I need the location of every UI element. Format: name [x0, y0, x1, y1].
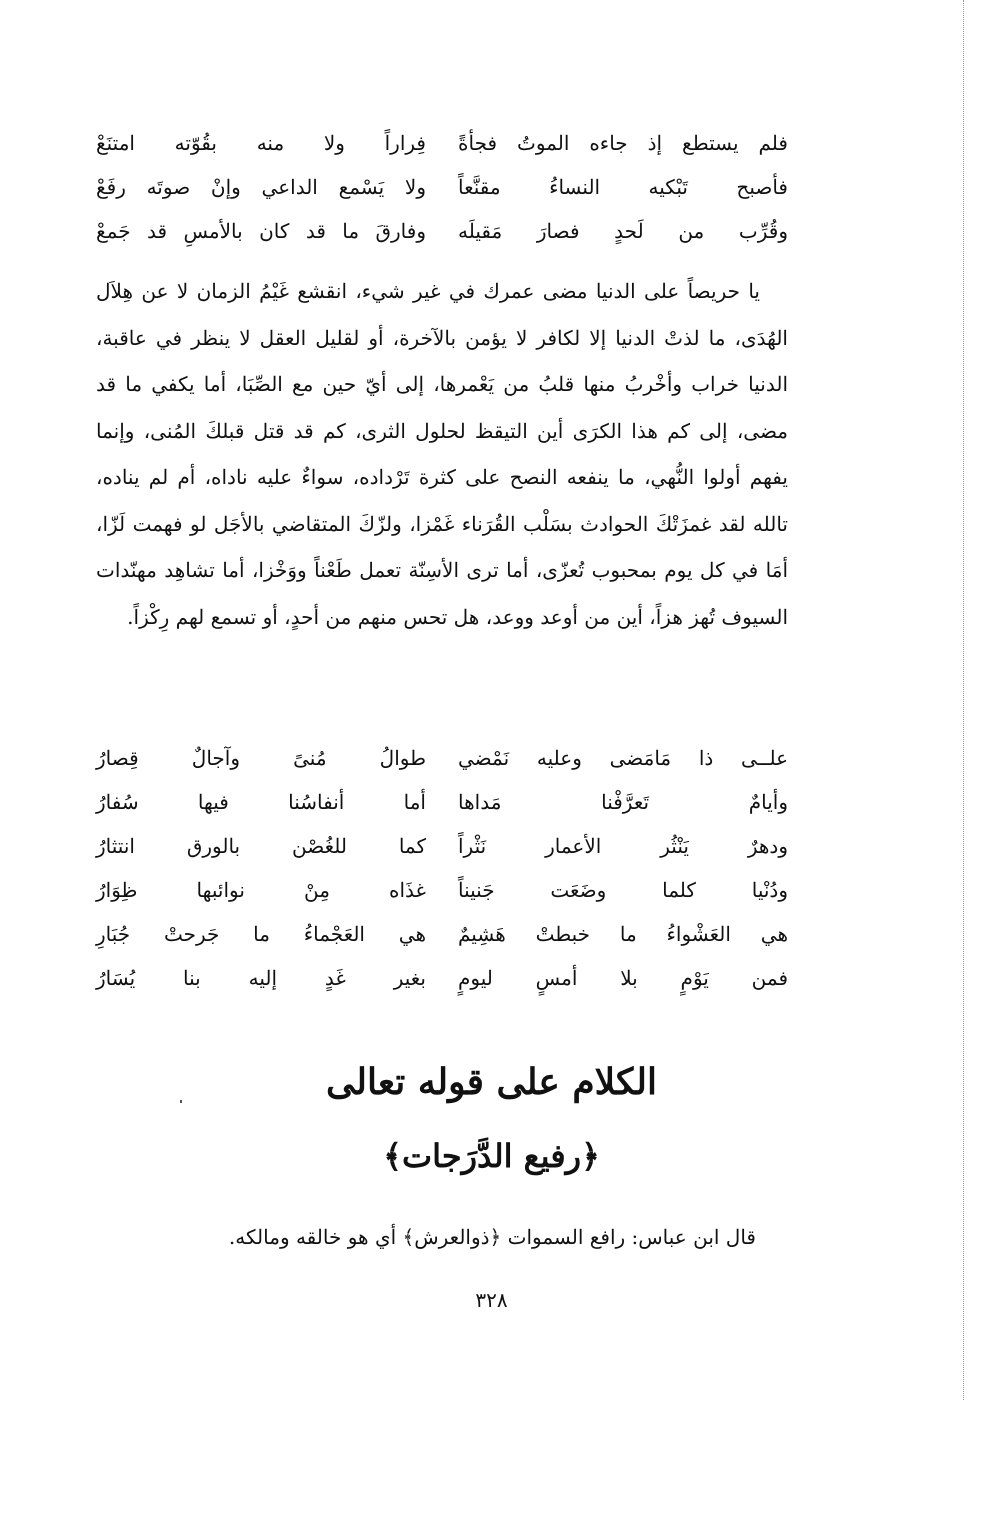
verse-line: [96, 165, 788, 209]
verse-left-hemistich: كما للغُصْن بالورق انتثارُ: [96, 834, 426, 858]
verse-right-hemistich: علــى ذا مَامَضى وعليه نَمْضي: [458, 746, 788, 770]
verse-left-hemistich: وفارقَ ما قد كان بالأمسِ قد جَمعْ: [96, 219, 426, 243]
page-edge-dotted-line: [963, 0, 964, 1400]
verse-left-hemistich: غذَاه مِنْ نوائبها ظِوَارُ: [96, 878, 426, 902]
commentary-line: قال ابن عباس: رافع السموات ﴿ذوالعرش﴾ أي هو خالقه ومالكه.: [228, 1225, 756, 1249]
verse-right-hemistich: وأيامٌ تَعرَّفْنا مَداها: [458, 790, 788, 814]
verse-right-hemistich: هي العَشْواءُ ما خبطتْ هَشِيمٌ: [458, 922, 788, 946]
verse-left-hemistich: هي العَجْماءُ ما جَرحتْ جُبَارِ: [96, 922, 426, 946]
verse-left-hemistich: بغير غَدٍ إليه بنا يُسَارُ: [96, 966, 426, 990]
prose-paragraph: [96, 268, 788, 640]
verse-right-hemistich: فمن يَوْمٍ بلا أمسٍ ليومٍ: [458, 966, 788, 990]
verse-right-hemistich: وقُرِّب من لَحدٍ فصارَ مَقيلَه: [458, 219, 788, 243]
page-number: ٣٢٨: [475, 1288, 508, 1312]
verse-line: [96, 209, 788, 253]
verse-left-hemistich: طوالُ مُنىً وآجالٌ قِصارُ: [96, 746, 426, 770]
verse-right-hemistich: ودُنْيا كلما وضَعَت جَنيناً: [458, 878, 788, 902]
verse-right-hemistich: فأصبح تَبْكيه النساءُ مقنَّعاً: [458, 175, 788, 199]
verse-line: [96, 736, 788, 780]
prose-text: يا حريصاً على الدنيا مضى عمرك في غير شيء، انقشع غَيْمُ الزمان لا عن هِلاَل الهُدَى، ما لذتْ الدنيا إلا لكافر لا يؤمن بالآخرة، أو لقليل العقل لا ينظر في عاقبة، الدنيا خراب وأخْربُ منها قلبُ من يَعْمرها، إلى أيّ حين مع الصِّبَا، أما يكفي ما قد مضى، إلى كم هذا الكرَى أين التيقظ لحلول الثرى، كم قد قتل قبلكَ المُنى، وإنما يفهم أولوا النُّهي، ما ينفعه النصح على كثرة تَرْداده، سواءٌ عليه ناداه، أم لم يناده، تالله لقد غمزَتْكَ الحوادث بسَلْب القُرَناء غَمْزا، ولزّكَ المتقاضي بالأجَل لو فهمت لَزّا، أمَا في كل يوم بمحبوب تُعزّى، أما ترى الأسِنّة تعمل طَعْناً ووَخْزا، أما تشاهِد مهنّدات السيوف تُهز هزاً، أين من أوعد ووعد، هل تحس منهم من أحدٍ، أو تسمع لهم رِكْزاً.: [96, 279, 788, 629]
verse-line: [96, 868, 788, 912]
poem-bottom: [96, 736, 788, 1000]
verse-left-hemistich: أما أنفاسُنا فيها سُفارُ: [96, 790, 426, 814]
verse-right-hemistich: ودهرٌ يَنْثُر الأعمار نَثْراً: [458, 834, 788, 858]
section-heading: الكلام على قوله تعالى: [325, 1061, 658, 1103]
verse-line: [96, 912, 788, 956]
poem-top: [96, 121, 788, 253]
quran-verse-heading: ﴿رفيع الدَّرَجات﴾: [383, 1137, 600, 1175]
verse-line: [96, 824, 788, 868]
verse-left-hemistich: ولا يَسْمع الداعي وإنْ صوتَه رفَعْ: [96, 175, 426, 199]
verse-left-hemistich: فِراراً ولا منه بقُوّته امتنَعْ: [96, 131, 426, 155]
verse-line: [96, 121, 788, 165]
verse-line: [96, 956, 788, 1000]
verse-line: [96, 780, 788, 824]
verse-right-hemistich: فلم يستطع إذ جاءه الموتُ فجأةً: [458, 131, 788, 155]
